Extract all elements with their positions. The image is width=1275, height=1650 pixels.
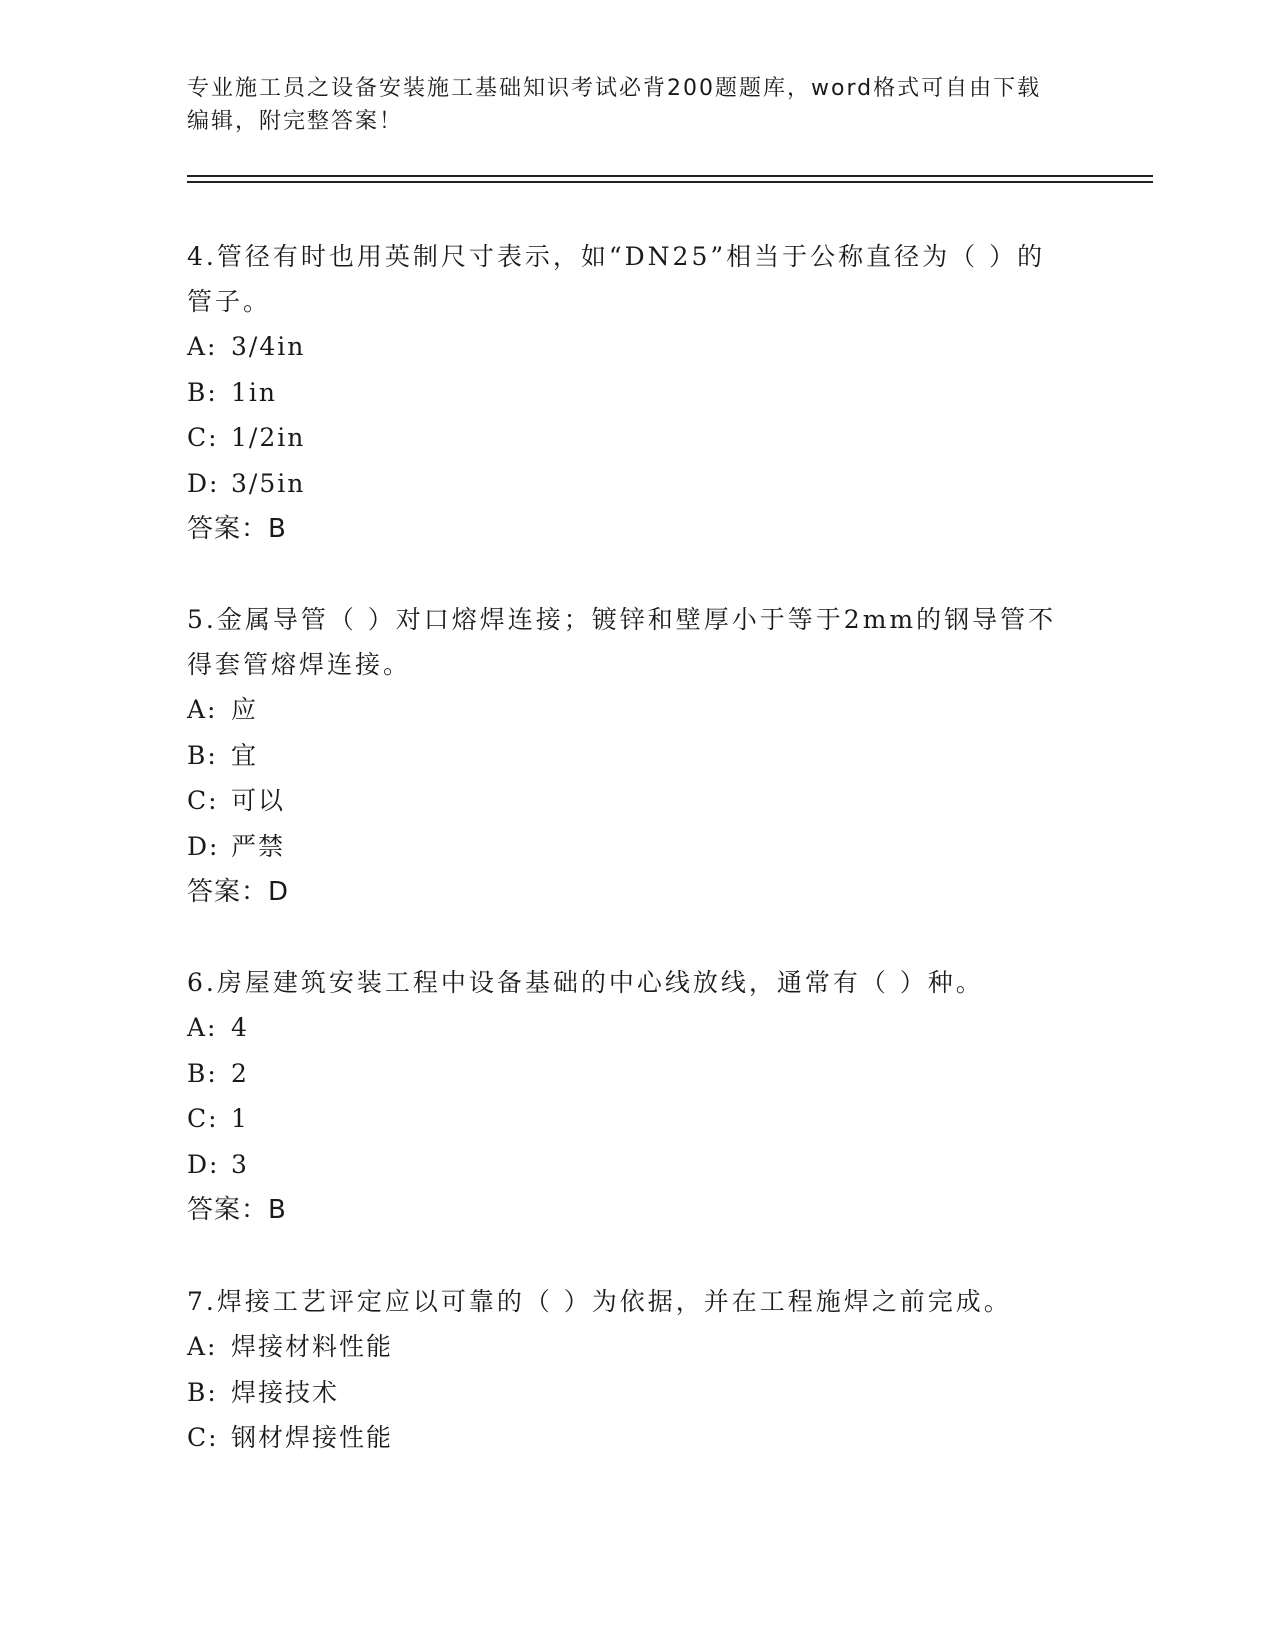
option-key: B: bbox=[187, 740, 218, 770]
option-a bbox=[187, 324, 1087, 370]
option-key: A: bbox=[187, 695, 218, 724]
option-b bbox=[187, 1051, 1087, 1097]
option-key: B: bbox=[187, 1377, 218, 1407]
option-key: A: bbox=[187, 1013, 218, 1042]
option-d bbox=[187, 1142, 1087, 1188]
option-text: 1/2in bbox=[231, 423, 306, 452]
option-c bbox=[187, 415, 1087, 461]
answer-line: 答案：B bbox=[187, 1195, 287, 1225]
option-key: D: bbox=[187, 1149, 220, 1179]
option-a bbox=[187, 687, 1087, 733]
answer-line: 答案：D bbox=[187, 877, 290, 907]
question-7 bbox=[187, 1279, 1087, 1461]
answer-line: 答案：B bbox=[187, 514, 287, 544]
option-text: 4 bbox=[231, 1013, 249, 1042]
option-text: 3 bbox=[231, 1149, 249, 1179]
option-key: D: bbox=[187, 831, 220, 861]
option-text: 严禁 bbox=[231, 831, 286, 861]
document-header bbox=[187, 72, 1087, 138]
option-c bbox=[187, 1096, 1087, 1142]
question-text: 4.管径有时也用英制尺寸表示，如“DN25”相当于公称直径为（ ）的 bbox=[187, 242, 1046, 271]
option-key: C: bbox=[187, 786, 219, 815]
option-key: A: bbox=[187, 1332, 218, 1361]
question-text-continued: 得套管熔焊连接。 bbox=[187, 650, 412, 679]
option-text: 宜 bbox=[231, 740, 259, 770]
option-a bbox=[187, 1005, 1087, 1051]
option-d bbox=[187, 824, 1087, 870]
option-text: 焊接材料性能 bbox=[231, 1332, 394, 1361]
option-key: D: bbox=[187, 468, 220, 498]
question-text: 7.焊接工艺评定应以可靠的（ ）为依据，并在工程施焊之前完成。 bbox=[187, 1287, 1012, 1316]
option-b bbox=[187, 370, 1087, 416]
option-text: 钢材焊接性能 bbox=[231, 1423, 394, 1452]
question-text-continued: 管子。 bbox=[187, 287, 272, 316]
header-title-line-1: 专业施工员之设备安装施工基础知识考试必背200题题库，word格式可自由下载 bbox=[187, 76, 1042, 101]
option-d bbox=[187, 461, 1087, 507]
question-text: 5.金属导管（ ）对口熔焊连接；镀锌和壁厚小于等于2mm的钢导管不 bbox=[187, 605, 1057, 634]
option-c bbox=[187, 778, 1087, 824]
option-b bbox=[187, 733, 1087, 779]
header-divider-bottom bbox=[187, 181, 1153, 183]
question-6 bbox=[187, 960, 1087, 1233]
option-text: 3/4in bbox=[231, 332, 306, 361]
option-text: 焊接技术 bbox=[231, 1377, 340, 1407]
option-text: 2 bbox=[231, 1058, 249, 1088]
question-text: 6.房屋建筑安装工程中设备基础的中心线放线，通常有（ ）种。 bbox=[187, 968, 984, 997]
option-b bbox=[187, 1370, 1087, 1416]
header-title-line-2: 编辑，附完整答案！ bbox=[187, 109, 404, 134]
option-key: A: bbox=[187, 332, 218, 361]
option-text: 3/5in bbox=[231, 468, 306, 498]
header-divider-top bbox=[187, 175, 1153, 177]
option-key: C: bbox=[187, 1423, 219, 1452]
option-text: 可以 bbox=[231, 786, 286, 815]
option-key: B: bbox=[187, 1058, 218, 1088]
option-a bbox=[187, 1324, 1087, 1370]
option-text: 1 bbox=[231, 1104, 249, 1133]
option-key: C: bbox=[187, 423, 219, 452]
question-5 bbox=[187, 597, 1087, 915]
option-c bbox=[187, 1415, 1087, 1461]
option-text: 应 bbox=[231, 695, 259, 724]
question-4 bbox=[187, 234, 1087, 552]
option-text: 1in bbox=[231, 377, 278, 407]
option-key: B: bbox=[187, 377, 218, 407]
option-key: C: bbox=[187, 1104, 219, 1133]
